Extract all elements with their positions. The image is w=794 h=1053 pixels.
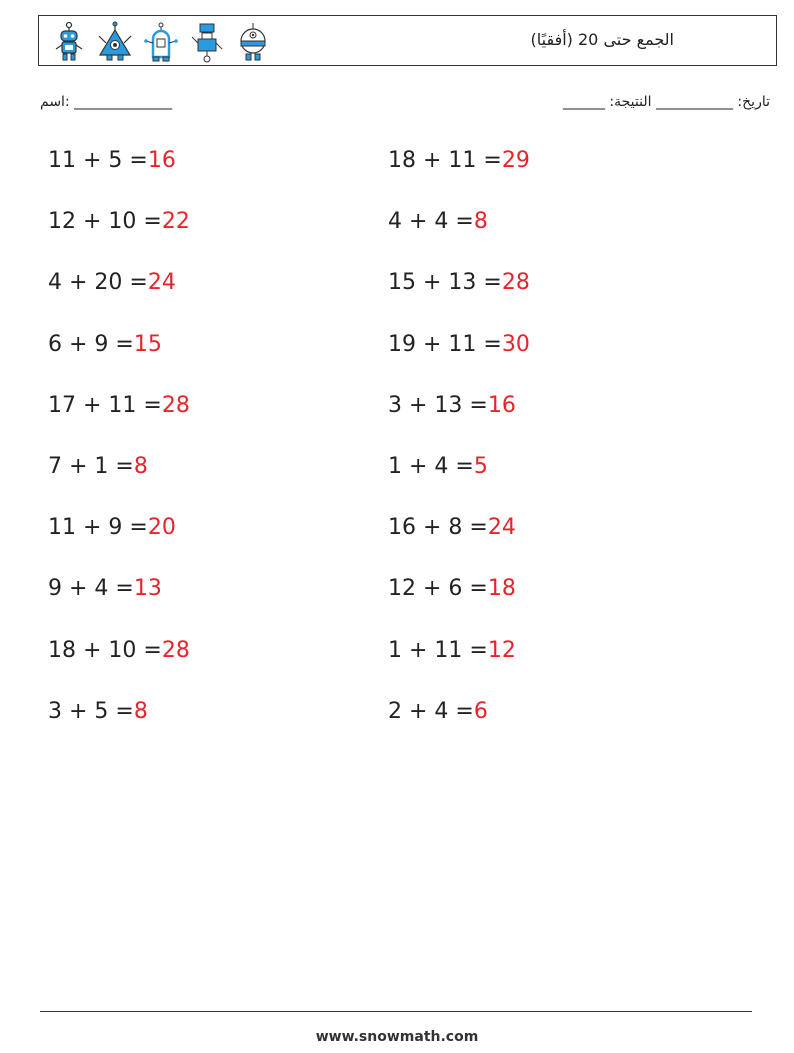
problem-question: 15 + 13 =: [388, 270, 502, 296]
problem-item: [388, 390, 728, 451]
robot-icon: [187, 21, 227, 63]
footer-divider: [40, 1011, 752, 1012]
problem-question: 9 + 4 =: [48, 576, 134, 602]
problem-item: [388, 206, 728, 267]
problem-item: [388, 329, 728, 390]
problem-answer: 13: [133, 576, 162, 602]
problem-item: [388, 512, 728, 573]
footer-url[interactable]: www.snowmath.com: [315, 1029, 479, 1045]
name-field-label: اسم: ______________: [40, 94, 173, 110]
worksheet-title: الجمع حتى 20 (أفقيًا): [530, 30, 674, 49]
problem-answer: 16: [487, 392, 516, 418]
problem-answer: 8: [133, 698, 148, 724]
problem-question: 16 + 8 =: [388, 515, 488, 541]
problem-question: 7 + 1 =: [48, 453, 134, 479]
problem-item: [48, 206, 388, 267]
problem-item: [48, 267, 388, 328]
problem-answer: 6: [473, 698, 488, 724]
problem-question: 2 + 4 =: [388, 698, 474, 724]
robot-icon: [49, 21, 89, 63]
problem-item: [48, 573, 388, 634]
problem-answer: 12: [487, 637, 516, 663]
problem-answer: 15: [133, 331, 162, 357]
problem-answer: 24: [487, 515, 516, 541]
problem-item: [388, 573, 728, 634]
problem-item: [388, 451, 728, 512]
problem-answer: 16: [147, 148, 176, 173]
problem-answer: 28: [161, 637, 190, 663]
problem-answer: 8: [473, 209, 488, 235]
problem-grid: [48, 145, 768, 757]
problem-item: [48, 512, 388, 573]
problem-question: 19 + 11 =: [388, 331, 502, 357]
problem-item: [48, 696, 388, 757]
problem-answer: 29: [501, 148, 530, 173]
problem-item: [48, 635, 388, 696]
problem-answer: 20: [147, 515, 176, 541]
date-score-field-label: ______ :تاريخ: ___________ النتيجة: [562, 94, 770, 110]
problem-question: 4 + 4 =: [388, 209, 474, 235]
problem-question: 12 + 10 =: [48, 209, 162, 235]
problem-answer: 24: [147, 270, 176, 296]
problem-answer: 30: [501, 331, 530, 357]
robot-icon: [141, 21, 181, 63]
problem-question: 1 + 4 =: [388, 453, 474, 479]
problem-item: [48, 451, 388, 512]
problem-answer: 28: [501, 270, 530, 296]
problem-answer: 5: [473, 453, 488, 479]
problem-item: [48, 390, 388, 451]
problem-item: [48, 329, 388, 390]
problem-question: 6 + 9 =: [48, 331, 134, 357]
problem-answer: 8: [133, 453, 148, 479]
problem-question: 12 + 6 =: [388, 576, 488, 602]
problem-item: [388, 696, 728, 757]
problem-question: 17 + 11 =: [48, 392, 162, 418]
problem-question: 18 + 10 =: [48, 637, 162, 663]
problem-item: [388, 635, 728, 696]
problem-answer: 18: [487, 576, 516, 602]
problem-question: 4 + 20 =: [48, 270, 148, 296]
problem-answer: 28: [161, 392, 190, 418]
robot-icon: [95, 21, 135, 63]
problem-item: [388, 267, 728, 328]
worksheet-header: [38, 15, 777, 66]
problem-question: 1 + 11 =: [388, 637, 488, 663]
problem-question: 18 + 11 =: [388, 148, 502, 173]
problem-question: 11 + 9 =: [48, 515, 148, 541]
problem-answer: 22: [161, 209, 190, 235]
problem-question: 3 + 13 =: [388, 392, 488, 418]
problem-item: [48, 145, 388, 206]
problem-question: 3 + 5 =: [48, 698, 134, 724]
problem-question: 11 + 5 =: [48, 148, 148, 173]
robot-icon: [233, 21, 273, 63]
problem-item: [388, 145, 728, 206]
robot-icons: [49, 21, 273, 63]
